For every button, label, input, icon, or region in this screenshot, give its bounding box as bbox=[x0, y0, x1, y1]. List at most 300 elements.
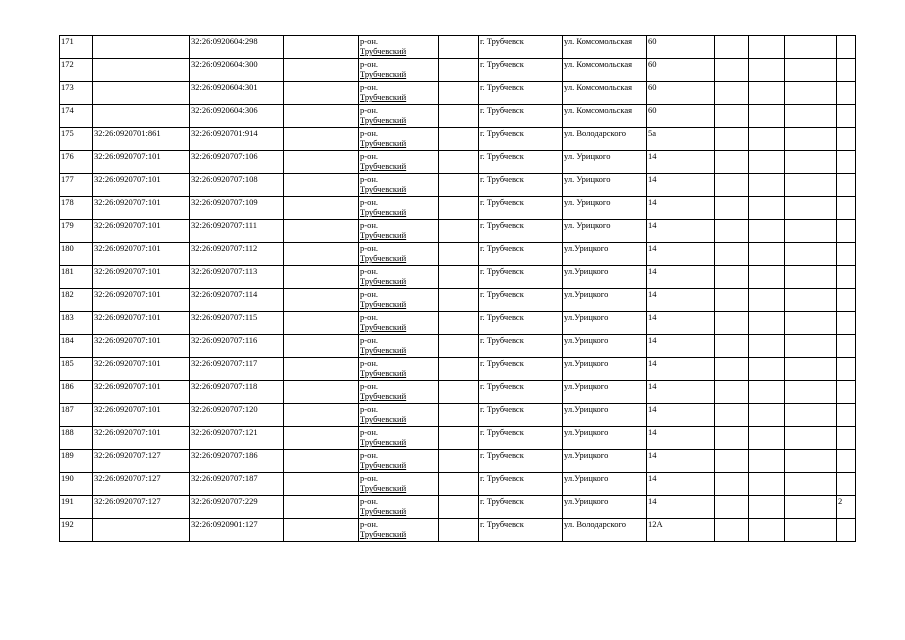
empty-cell bbox=[439, 151, 479, 174]
register-table bbox=[59, 35, 856, 542]
row-number: 177 bbox=[60, 174, 93, 197]
empty-cell bbox=[749, 243, 785, 266]
region-name: Трубчевский bbox=[360, 391, 407, 401]
empty-cell bbox=[439, 404, 479, 427]
street-cell: ул.Урицкого bbox=[563, 266, 647, 289]
empty-cell bbox=[439, 59, 479, 82]
extra-value-cell bbox=[837, 197, 856, 220]
row-number: 191 bbox=[60, 496, 93, 519]
region-cell bbox=[359, 473, 439, 496]
empty-cell bbox=[785, 450, 837, 473]
parent-cadastral-number bbox=[93, 36, 190, 59]
empty-cell bbox=[749, 496, 785, 519]
table-row bbox=[60, 266, 856, 289]
region-abbrev: р-он. bbox=[360, 151, 379, 161]
region-cell bbox=[359, 519, 439, 542]
empty-cell bbox=[715, 243, 749, 266]
cadastral-number: 32:26:0920707:108 bbox=[190, 174, 284, 197]
street-cell: ул.Урицкого bbox=[563, 335, 647, 358]
region-cell bbox=[359, 496, 439, 519]
region-name: Трубчевский bbox=[360, 345, 407, 355]
region-name: Трубчевский bbox=[360, 506, 407, 516]
region-name: Трубчевский bbox=[360, 115, 407, 125]
city-cell: г. Трубчевск bbox=[479, 381, 563, 404]
city-cell: г. Трубчевск bbox=[479, 243, 563, 266]
region-name: Трубчевский bbox=[360, 253, 407, 263]
region-cell bbox=[359, 358, 439, 381]
region-cell bbox=[359, 197, 439, 220]
house-number-cell: 5а bbox=[647, 128, 715, 151]
row-number: 192 bbox=[60, 519, 93, 542]
empty-cell bbox=[749, 174, 785, 197]
region-abbrev: р-он. bbox=[360, 243, 379, 253]
region-abbrev: р-он. bbox=[360, 496, 379, 506]
empty-cell bbox=[785, 82, 837, 105]
city-cell: г. Трубчевск bbox=[479, 496, 563, 519]
region-name: Трубчевский bbox=[360, 414, 407, 424]
cadastral-number: 32:26:0920707:117 bbox=[190, 358, 284, 381]
cadastral-number: 32:26:0920701:914 bbox=[190, 128, 284, 151]
table-row bbox=[60, 289, 856, 312]
empty-cell bbox=[284, 243, 359, 266]
empty-cell bbox=[785, 220, 837, 243]
region-cell bbox=[359, 404, 439, 427]
empty-cell bbox=[749, 519, 785, 542]
empty-cell bbox=[749, 128, 785, 151]
street-cell: ул. Комсомольская bbox=[563, 59, 647, 82]
row-number: 187 bbox=[60, 404, 93, 427]
row-number: 176 bbox=[60, 151, 93, 174]
table-row bbox=[60, 220, 856, 243]
street-cell: ул. Комсомольская bbox=[563, 82, 647, 105]
region-abbrev: р-он. bbox=[360, 335, 379, 345]
region-name: Трубчевский bbox=[360, 161, 407, 171]
row-number: 174 bbox=[60, 105, 93, 128]
city-cell: г. Трубчевск bbox=[479, 128, 563, 151]
cadastral-number: 32:26:0920604:300 bbox=[190, 59, 284, 82]
street-cell: ул. Володарского bbox=[563, 128, 647, 151]
region-cell bbox=[359, 427, 439, 450]
parent-cadastral-number: 32:26:0920707:101 bbox=[93, 151, 190, 174]
empty-cell bbox=[749, 197, 785, 220]
extra-value-cell bbox=[837, 519, 856, 542]
empty-cell bbox=[284, 151, 359, 174]
empty-cell bbox=[749, 82, 785, 105]
row-number: 173 bbox=[60, 82, 93, 105]
empty-cell bbox=[715, 151, 749, 174]
cadastral-number: 32:26:0920707:113 bbox=[190, 266, 284, 289]
city-cell: г. Трубчевск bbox=[479, 450, 563, 473]
region-abbrev: р-он. bbox=[360, 312, 379, 322]
extra-value-cell bbox=[837, 59, 856, 82]
empty-cell bbox=[439, 266, 479, 289]
empty-cell bbox=[715, 335, 749, 358]
empty-cell bbox=[785, 473, 837, 496]
empty-cell bbox=[785, 289, 837, 312]
street-cell: ул. Комсомольская bbox=[563, 105, 647, 128]
empty-cell bbox=[749, 404, 785, 427]
table-row bbox=[60, 82, 856, 105]
empty-cell bbox=[785, 243, 837, 266]
region-cell bbox=[359, 59, 439, 82]
cadastral-number: 32:26:0920707:112 bbox=[190, 243, 284, 266]
city-cell: г. Трубчевск bbox=[479, 59, 563, 82]
table-row bbox=[60, 335, 856, 358]
extra-value-cell bbox=[837, 312, 856, 335]
parent-cadastral-number: 32:26:0920707:101 bbox=[93, 358, 190, 381]
empty-cell bbox=[785, 358, 837, 381]
region-abbrev: р-он. bbox=[360, 473, 379, 483]
empty-cell bbox=[715, 174, 749, 197]
city-cell: г. Трубчевск bbox=[479, 266, 563, 289]
parent-cadastral-number: 32:26:0920707:101 bbox=[93, 312, 190, 335]
extra-value-cell bbox=[837, 105, 856, 128]
cadastral-number: 32:26:0920707:229 bbox=[190, 496, 284, 519]
empty-cell bbox=[785, 151, 837, 174]
empty-cell bbox=[715, 82, 749, 105]
street-cell: ул.Урицкого bbox=[563, 404, 647, 427]
city-cell: г. Трубчевск bbox=[479, 358, 563, 381]
empty-cell bbox=[749, 105, 785, 128]
table-row bbox=[60, 496, 856, 519]
empty-cell bbox=[749, 36, 785, 59]
empty-cell bbox=[749, 151, 785, 174]
empty-cell bbox=[785, 197, 837, 220]
empty-cell bbox=[715, 105, 749, 128]
empty-cell bbox=[284, 450, 359, 473]
empty-cell bbox=[284, 519, 359, 542]
empty-cell bbox=[749, 312, 785, 335]
cadastral-number: 32:26:0920707:109 bbox=[190, 197, 284, 220]
empty-cell bbox=[749, 473, 785, 496]
region-abbrev: р-он. bbox=[360, 174, 379, 184]
empty-cell bbox=[284, 82, 359, 105]
empty-cell bbox=[715, 59, 749, 82]
empty-cell bbox=[749, 266, 785, 289]
street-cell: ул.Урицкого bbox=[563, 473, 647, 496]
street-cell: ул. Комсомольская bbox=[563, 36, 647, 59]
city-cell: г. Трубчевск bbox=[479, 519, 563, 542]
cadastral-number: 32:26:0920901:127 bbox=[190, 519, 284, 542]
parent-cadastral-number: 32:26:0920707:101 bbox=[93, 404, 190, 427]
empty-cell bbox=[749, 358, 785, 381]
region-cell bbox=[359, 105, 439, 128]
row-number: 179 bbox=[60, 220, 93, 243]
region-abbrev: р-он. bbox=[360, 197, 379, 207]
region-name: Трубчевский bbox=[360, 230, 407, 240]
empty-cell bbox=[284, 36, 359, 59]
extra-value-cell bbox=[837, 243, 856, 266]
region-cell bbox=[359, 220, 439, 243]
empty-cell bbox=[715, 36, 749, 59]
region-name: Трубчевский bbox=[360, 46, 407, 56]
empty-cell bbox=[785, 496, 837, 519]
house-number-cell: 14 bbox=[647, 243, 715, 266]
cadastral-number: 32:26:0920604:298 bbox=[190, 36, 284, 59]
region-cell bbox=[359, 312, 439, 335]
table-row bbox=[60, 358, 856, 381]
table-row bbox=[60, 36, 856, 59]
street-cell: ул.Урицкого bbox=[563, 312, 647, 335]
row-number: 189 bbox=[60, 450, 93, 473]
extra-value-cell bbox=[837, 220, 856, 243]
row-number: 183 bbox=[60, 312, 93, 335]
empty-cell bbox=[284, 266, 359, 289]
table-row bbox=[60, 519, 856, 542]
empty-cell bbox=[284, 381, 359, 404]
region-abbrev: р-он. bbox=[360, 82, 379, 92]
empty-cell bbox=[715, 289, 749, 312]
extra-value-cell bbox=[837, 381, 856, 404]
row-number: 172 bbox=[60, 59, 93, 82]
parent-cadastral-number: 32:26:0920707:101 bbox=[93, 197, 190, 220]
cadastral-number: 32:26:0920604:301 bbox=[190, 82, 284, 105]
house-number-cell: 14 bbox=[647, 496, 715, 519]
city-cell: г. Трубчевск bbox=[479, 82, 563, 105]
empty-cell bbox=[439, 335, 479, 358]
parent-cadastral-number: 32:26:0920707:101 bbox=[93, 174, 190, 197]
parent-cadastral-number bbox=[93, 519, 190, 542]
region-name: Трубчевский bbox=[360, 69, 407, 79]
empty-cell bbox=[715, 358, 749, 381]
empty-cell bbox=[785, 335, 837, 358]
street-cell: ул.Урицкого bbox=[563, 243, 647, 266]
empty-cell bbox=[785, 105, 837, 128]
street-cell: ул. Урицкого bbox=[563, 174, 647, 197]
region-abbrev: р-он. bbox=[360, 266, 379, 276]
empty-cell bbox=[439, 197, 479, 220]
region-cell bbox=[359, 128, 439, 151]
street-cell: ул.Урицкого bbox=[563, 427, 647, 450]
table-row bbox=[60, 243, 856, 266]
cadastral-number: 32:26:0920707:111 bbox=[190, 220, 284, 243]
empty-cell bbox=[284, 404, 359, 427]
house-number-cell: 14 bbox=[647, 358, 715, 381]
region-cell bbox=[359, 450, 439, 473]
cadastral-number: 32:26:0920707:116 bbox=[190, 335, 284, 358]
city-cell: г. Трубчевск bbox=[479, 36, 563, 59]
house-number-cell: 14 bbox=[647, 450, 715, 473]
empty-cell bbox=[284, 358, 359, 381]
empty-cell bbox=[715, 427, 749, 450]
empty-cell bbox=[439, 496, 479, 519]
empty-cell bbox=[785, 519, 837, 542]
cadastral-number: 32:26:0920707:120 bbox=[190, 404, 284, 427]
parent-cadastral-number: 32:26:0920707:127 bbox=[93, 473, 190, 496]
extra-value-cell bbox=[837, 358, 856, 381]
region-abbrev: р-он. bbox=[360, 59, 379, 69]
empty-cell bbox=[284, 427, 359, 450]
street-cell: ул.Урицкого bbox=[563, 381, 647, 404]
city-cell: г. Трубчевск bbox=[479, 404, 563, 427]
parent-cadastral-number: 32:26:0920707:101 bbox=[93, 289, 190, 312]
extra-value-cell: 2 bbox=[837, 496, 856, 519]
empty-cell bbox=[749, 59, 785, 82]
city-cell: г. Трубчевск bbox=[479, 197, 563, 220]
empty-cell bbox=[284, 496, 359, 519]
parent-cadastral-number: 32:26:0920707:101 bbox=[93, 266, 190, 289]
empty-cell bbox=[439, 243, 479, 266]
empty-cell bbox=[785, 266, 837, 289]
region-name: Трубчевский bbox=[360, 460, 407, 470]
empty-cell bbox=[439, 312, 479, 335]
empty-cell bbox=[785, 427, 837, 450]
region-cell bbox=[359, 243, 439, 266]
city-cell: г. Трубчевск bbox=[479, 289, 563, 312]
extra-value-cell bbox=[837, 128, 856, 151]
region-abbrev: р-он. bbox=[360, 36, 379, 46]
table-row bbox=[60, 105, 856, 128]
empty-cell bbox=[785, 128, 837, 151]
region-abbrev: р-он. bbox=[360, 427, 379, 437]
row-number: 171 bbox=[60, 36, 93, 59]
extra-value-cell bbox=[837, 266, 856, 289]
region-name: Трубчевский bbox=[360, 529, 407, 539]
empty-cell bbox=[715, 519, 749, 542]
city-cell: г. Трубчевск bbox=[479, 220, 563, 243]
region-abbrev: р-он. bbox=[360, 128, 379, 138]
empty-cell bbox=[749, 381, 785, 404]
parent-cadastral-number: 32:26:0920707:101 bbox=[93, 220, 190, 243]
table-row bbox=[60, 197, 856, 220]
house-number-cell: 60 bbox=[647, 82, 715, 105]
row-number: 175 bbox=[60, 128, 93, 151]
empty-cell bbox=[284, 312, 359, 335]
city-cell: г. Трубчевск bbox=[479, 174, 563, 197]
region-cell bbox=[359, 82, 439, 105]
house-number-cell: 14 bbox=[647, 174, 715, 197]
row-number: 184 bbox=[60, 335, 93, 358]
region-cell bbox=[359, 174, 439, 197]
region-name: Трубчевский bbox=[360, 322, 407, 332]
empty-cell bbox=[439, 220, 479, 243]
empty-cell bbox=[284, 128, 359, 151]
empty-cell bbox=[715, 220, 749, 243]
empty-cell bbox=[749, 427, 785, 450]
region-name: Трубчевский bbox=[360, 483, 407, 493]
region-cell bbox=[359, 36, 439, 59]
table-row bbox=[60, 427, 856, 450]
cadastral-number: 32:26:0920707:106 bbox=[190, 151, 284, 174]
empty-cell bbox=[284, 197, 359, 220]
empty-cell bbox=[284, 289, 359, 312]
empty-cell bbox=[439, 105, 479, 128]
parent-cadastral-number bbox=[93, 105, 190, 128]
parent-cadastral-number: 32:26:0920707:127 bbox=[93, 450, 190, 473]
house-number-cell: 14 bbox=[647, 381, 715, 404]
region-abbrev: р-он. bbox=[360, 519, 379, 529]
empty-cell bbox=[785, 174, 837, 197]
house-number-cell: 60 bbox=[647, 105, 715, 128]
empty-cell bbox=[715, 450, 749, 473]
region-cell bbox=[359, 335, 439, 358]
house-number-cell: 14 bbox=[647, 220, 715, 243]
city-cell: г. Трубчевск bbox=[479, 473, 563, 496]
house-number-cell: 14 bbox=[647, 427, 715, 450]
row-number: 188 bbox=[60, 427, 93, 450]
empty-cell bbox=[439, 36, 479, 59]
empty-cell bbox=[785, 36, 837, 59]
extra-value-cell bbox=[837, 473, 856, 496]
parent-cadastral-number bbox=[93, 59, 190, 82]
region-abbrev: р-он. bbox=[360, 289, 379, 299]
extra-value-cell bbox=[837, 427, 856, 450]
region-name: Трубчевский bbox=[360, 437, 407, 447]
house-number-cell: 14 bbox=[647, 151, 715, 174]
empty-cell bbox=[439, 174, 479, 197]
empty-cell bbox=[715, 381, 749, 404]
parent-cadastral-number: 32:26:0920701:861 bbox=[93, 128, 190, 151]
cadastral-number: 32:26:0920707:187 bbox=[190, 473, 284, 496]
register-rows bbox=[60, 36, 856, 542]
table-row bbox=[60, 59, 856, 82]
cadastral-number: 32:26:0920604:306 bbox=[190, 105, 284, 128]
table-row bbox=[60, 450, 856, 473]
region-abbrev: р-он. bbox=[360, 220, 379, 230]
empty-cell bbox=[439, 450, 479, 473]
house-number-cell: 14 bbox=[647, 335, 715, 358]
parent-cadastral-number: 32:26:0920707:127 bbox=[93, 496, 190, 519]
empty-cell bbox=[439, 427, 479, 450]
extra-value-cell bbox=[837, 82, 856, 105]
region-cell bbox=[359, 381, 439, 404]
extra-value-cell bbox=[837, 450, 856, 473]
region-name: Трубчевский bbox=[360, 276, 407, 286]
house-number-cell: 14 bbox=[647, 289, 715, 312]
extra-value-cell bbox=[837, 289, 856, 312]
house-number-cell: 60 bbox=[647, 36, 715, 59]
empty-cell bbox=[785, 312, 837, 335]
table-row bbox=[60, 151, 856, 174]
row-number: 182 bbox=[60, 289, 93, 312]
empty-cell bbox=[284, 105, 359, 128]
parent-cadastral-number bbox=[93, 82, 190, 105]
empty-cell bbox=[439, 82, 479, 105]
city-cell: г. Трубчевск bbox=[479, 335, 563, 358]
cadastral-number: 32:26:0920707:115 bbox=[190, 312, 284, 335]
empty-cell bbox=[785, 381, 837, 404]
empty-cell bbox=[785, 59, 837, 82]
region-cell bbox=[359, 151, 439, 174]
region-name: Трубчевский bbox=[360, 299, 407, 309]
region-abbrev: р-он. bbox=[360, 450, 379, 460]
extra-value-cell bbox=[837, 335, 856, 358]
parent-cadastral-number: 32:26:0920707:101 bbox=[93, 381, 190, 404]
parent-cadastral-number: 32:26:0920707:101 bbox=[93, 243, 190, 266]
row-number: 178 bbox=[60, 197, 93, 220]
empty-cell bbox=[749, 220, 785, 243]
table-row bbox=[60, 174, 856, 197]
street-cell: ул. Урицкого bbox=[563, 197, 647, 220]
street-cell: ул. Урицкого bbox=[563, 220, 647, 243]
street-cell: ул. Урицкого bbox=[563, 151, 647, 174]
cadastral-number: 32:26:0920707:114 bbox=[190, 289, 284, 312]
empty-cell bbox=[439, 128, 479, 151]
cadastral-number: 32:26:0920707:118 bbox=[190, 381, 284, 404]
empty-cell bbox=[715, 473, 749, 496]
parent-cadastral-number: 32:26:0920707:101 bbox=[93, 427, 190, 450]
empty-cell bbox=[715, 496, 749, 519]
house-number-cell: 12А bbox=[647, 519, 715, 542]
house-number-cell: 14 bbox=[647, 266, 715, 289]
empty-cell bbox=[785, 404, 837, 427]
cadastral-number: 32:26:0920707:121 bbox=[190, 427, 284, 450]
row-number: 185 bbox=[60, 358, 93, 381]
extra-value-cell bbox=[837, 174, 856, 197]
empty-cell bbox=[715, 312, 749, 335]
region-abbrev: р-он. bbox=[360, 358, 379, 368]
empty-cell bbox=[439, 358, 479, 381]
